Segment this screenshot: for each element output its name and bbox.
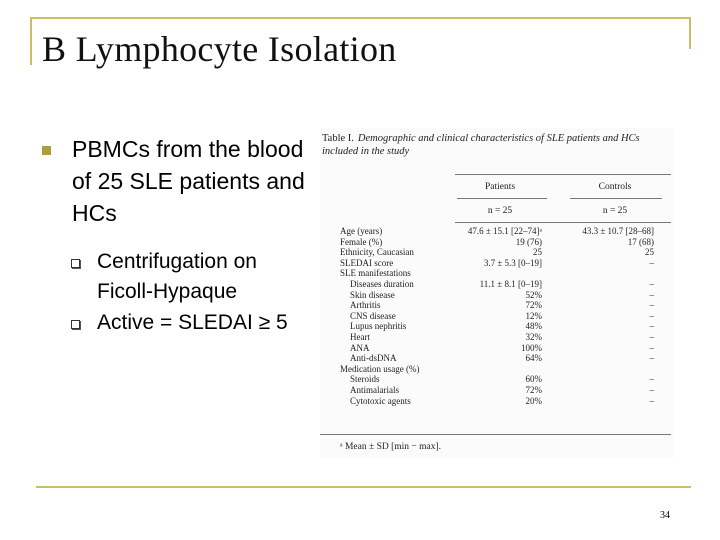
sub-bullet-text: Centrifugation on Ficoll-Hypaque — [97, 250, 257, 303]
row-controls-value: – — [649, 289, 654, 300]
table-row — [320, 332, 674, 343]
table-caption — [322, 132, 672, 158]
col-header-patients: Patients — [484, 182, 516, 192]
hollow-square-bullet-icon — [71, 259, 80, 268]
row-patients-value: 19 (76) — [515, 236, 542, 247]
row-patients-value: 48% — [525, 321, 542, 332]
table-row — [320, 364, 674, 375]
table-row — [320, 321, 674, 332]
hollow-square-bullet-icon — [71, 320, 80, 329]
row-controls-value: – — [649, 374, 654, 385]
table-row — [320, 300, 674, 311]
main-bullet-text: PBMCs from the blood of 25 SLE patients and HCs — [72, 136, 305, 226]
row-label: Diseases duration — [350, 279, 414, 289]
row-controls-value: – — [649, 395, 654, 406]
table-row — [320, 353, 674, 364]
frame-left-rule — [30, 17, 32, 65]
row-controls-value: – — [649, 310, 654, 321]
row-label: Cytotoxic agents — [350, 395, 411, 406]
row-label: Arthritis — [350, 300, 381, 311]
frame-top-rule — [30, 17, 690, 19]
row-patients-value: 64% — [525, 353, 542, 364]
row-label: CNS disease — [350, 310, 396, 321]
row-controls-value: – — [649, 385, 654, 395]
row-patients-value: 52% — [525, 289, 542, 300]
row-controls-value: – — [649, 342, 654, 353]
row-controls-value: 43.3 ± 10.7 [28–68] — [582, 226, 654, 236]
table-row — [320, 374, 674, 385]
n-controls: n = 25 — [602, 206, 628, 216]
row-patients-value: 32% — [525, 332, 542, 342]
row-patients-value: 20% — [525, 395, 542, 406]
row-patients-value: 3.7 ± 5.3 [0–19] — [483, 257, 542, 268]
table-row — [320, 258, 674, 269]
row-controls-value: 25 — [645, 247, 654, 258]
row-label: Steroids — [350, 374, 380, 385]
demographics-table — [320, 128, 674, 458]
row-patients-value: 60% — [525, 374, 542, 385]
table-rule — [455, 222, 671, 223]
frame-right-rule — [689, 17, 691, 49]
row-label: Ethnicity, Caucasian — [340, 247, 414, 258]
table-row — [320, 268, 674, 279]
table-rule — [457, 198, 547, 199]
row-label: Heart — [350, 332, 370, 342]
row-controls-value: – — [649, 279, 654, 289]
row-label: Antimalarials — [350, 385, 399, 395]
table-row — [320, 290, 674, 301]
table-row — [320, 279, 674, 290]
table-row — [320, 226, 674, 237]
frame-bottom-rule — [36, 486, 691, 488]
row-label: SLEDAI score — [340, 257, 394, 268]
row-patients-value: 47.6 ± 15.1 [22–74]ᵃ — [467, 226, 542, 236]
row-patients-value: 12% — [525, 310, 542, 321]
table-rule — [570, 198, 662, 199]
row-label: Age (years) — [340, 226, 383, 236]
table-row — [320, 311, 674, 322]
row-controls-value: – — [649, 300, 654, 311]
table-caption-text: Demographic and clinical characteristics of SLE patients and HCs included in the study — [322, 133, 640, 157]
table-caption-label: Table I. — [322, 133, 354, 144]
table-row — [320, 385, 674, 396]
row-label: Anti-dsDNA — [350, 353, 397, 364]
table-row — [320, 396, 674, 407]
table-row — [320, 343, 674, 354]
page-number: 34 — [660, 510, 670, 521]
table-footnote: ᵃ Mean ± SD [min − max]. — [340, 442, 442, 452]
row-patients-value: 72% — [525, 300, 542, 311]
row-patients-value: 100% — [521, 342, 542, 353]
table-row — [320, 237, 674, 248]
square-bullet-icon — [42, 146, 51, 155]
row-controls-value: – — [649, 257, 654, 268]
row-controls-value: – — [649, 321, 654, 332]
row-label: Female (%) — [340, 236, 383, 247]
row-patients-value: 11.1 ± 8.1 [0–19] — [479, 279, 542, 289]
table-rule — [320, 434, 671, 435]
row-controls-value: – — [649, 332, 654, 342]
row-controls-value: – — [649, 353, 654, 364]
col-header-controls: Controls — [598, 182, 632, 192]
row-controls-value: 17 (68) — [627, 236, 654, 247]
n-patients: n = 25 — [487, 206, 513, 216]
slide-title: B Lymphocyte Isolation — [42, 29, 397, 69]
table-rule — [455, 174, 671, 175]
row-label: Skin disease — [350, 289, 395, 300]
row-label: Lupus nephritis — [350, 321, 407, 332]
sub-bullet-text: Active = SLEDAI ≥ 5 — [97, 311, 288, 334]
row-label: ANA — [350, 342, 370, 353]
row-label: Medication usage (%) — [340, 363, 420, 374]
table-row — [320, 247, 674, 258]
row-label: SLE manifestations — [340, 268, 411, 279]
row-patients-value: 72% — [525, 385, 542, 395]
row-patients-value: 25 — [533, 247, 542, 258]
